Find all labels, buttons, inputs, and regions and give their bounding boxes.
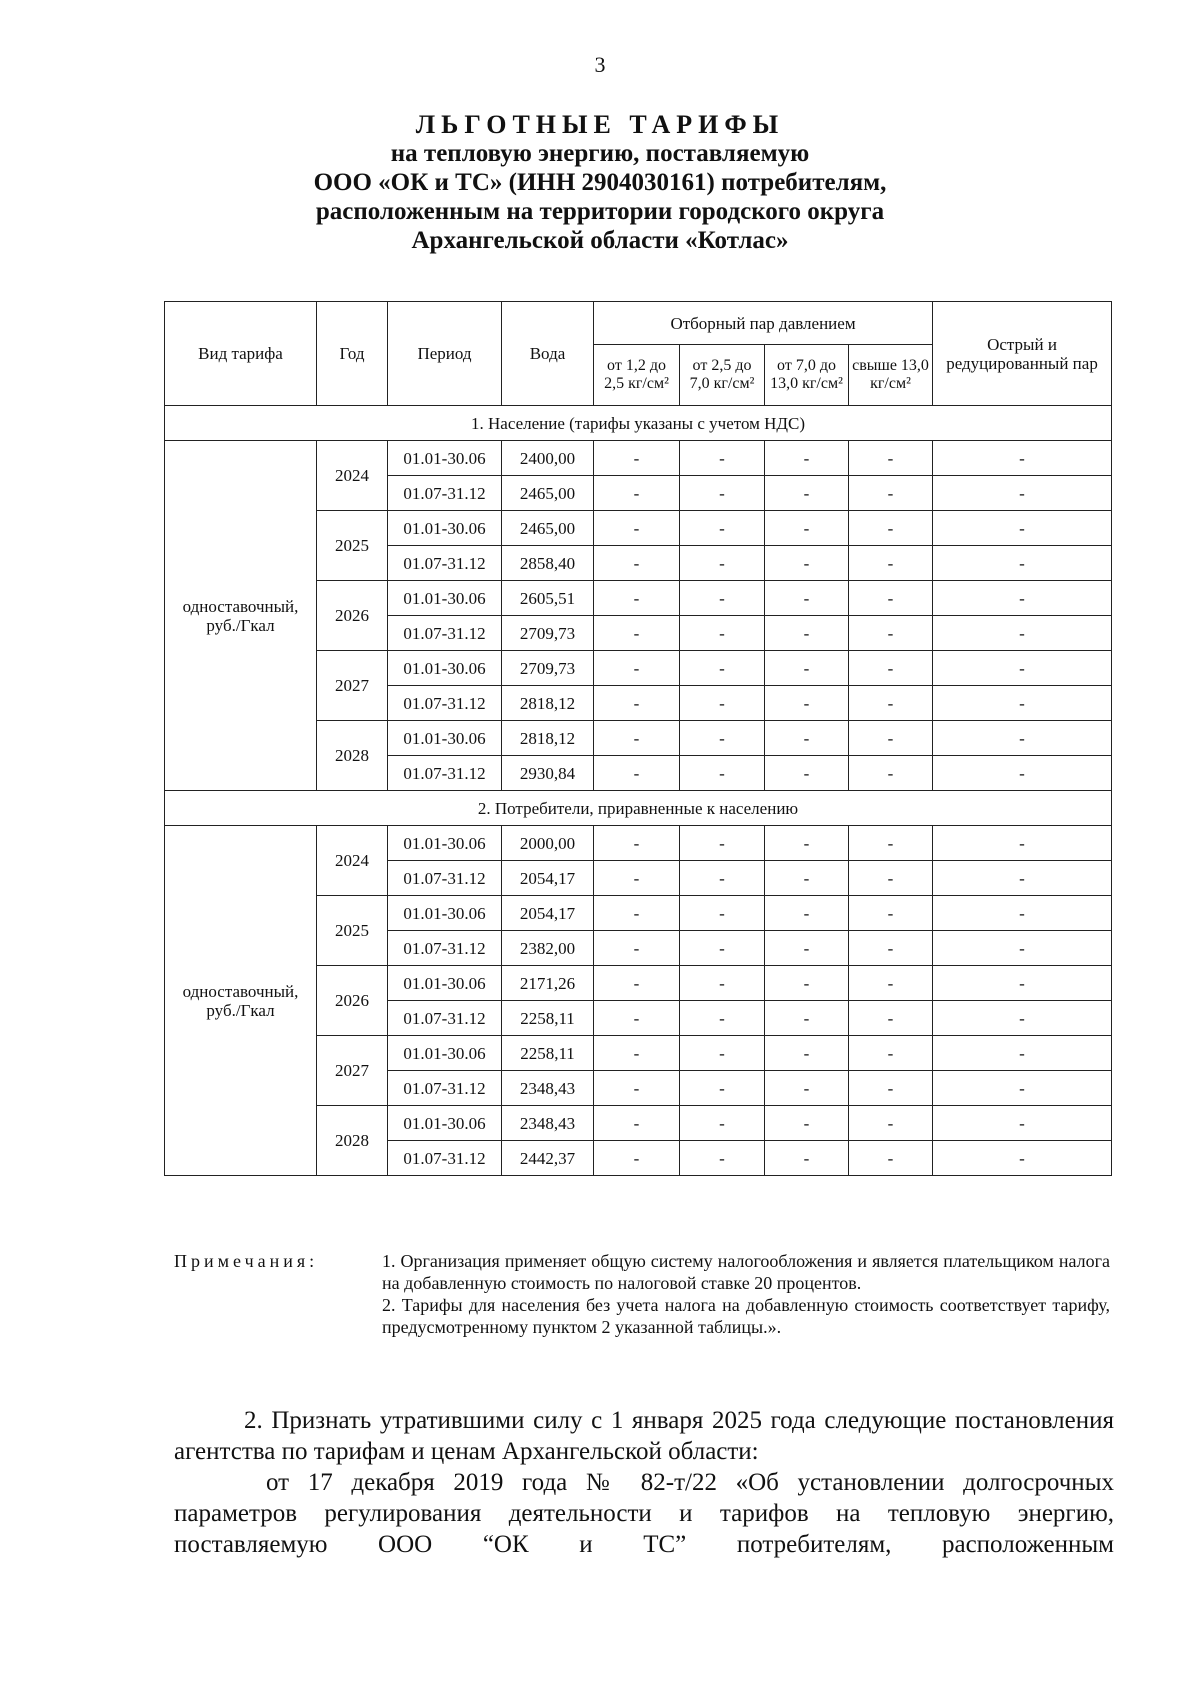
sharp-steam-price-cell: - xyxy=(933,581,1112,616)
steam-price-cell: - xyxy=(765,441,849,476)
period-cell: 01.07-31.12 xyxy=(388,616,502,651)
period-cell: 01.01-30.06 xyxy=(388,1036,502,1071)
period-cell: 01.07-31.12 xyxy=(388,476,502,511)
steam-price-cell: - xyxy=(594,756,680,791)
year-cell: 2024 xyxy=(317,441,388,511)
steam-price-cell: - xyxy=(594,826,680,861)
steam-price-cell: - xyxy=(849,1141,933,1176)
period-cell: 01.01-30.06 xyxy=(388,721,502,756)
steam-price-cell: - xyxy=(594,896,680,931)
water-price-cell: 2709,73 xyxy=(502,616,594,651)
sharp-steam-price-cell: - xyxy=(933,546,1112,581)
water-price-cell: 2258,11 xyxy=(502,1036,594,1071)
year-cell: 2028 xyxy=(317,721,388,791)
title-line-1: ЛЬГОТНЫЕ ТАРИФЫ xyxy=(415,110,785,139)
steam-price-cell: - xyxy=(680,756,765,791)
steam-price-cell: - xyxy=(849,966,933,1001)
water-price-cell: 2930,84 xyxy=(502,756,594,791)
sharp-steam-price-cell: - xyxy=(933,1001,1112,1036)
steam-price-cell: - xyxy=(594,1106,680,1141)
steam-price-cell: - xyxy=(594,476,680,511)
tariff-table-body xyxy=(165,406,1112,1176)
year-cell: 2026 xyxy=(317,581,388,651)
water-price-cell: 2400,00 xyxy=(502,441,594,476)
steam-price-cell: - xyxy=(680,476,765,511)
period-cell: 01.01-30.06 xyxy=(388,1106,502,1141)
steam-price-cell: - xyxy=(849,1036,933,1071)
steam-price-cell: - xyxy=(849,441,933,476)
steam-price-cell: - xyxy=(765,1106,849,1141)
steam-price-cell: - xyxy=(594,651,680,686)
paragraph-3 xyxy=(174,1467,1114,1560)
period-cell: 01.01-30.06 xyxy=(388,966,502,1001)
steam-price-cell: - xyxy=(594,616,680,651)
steam-price-cell: - xyxy=(680,581,765,616)
steam-price-cell: - xyxy=(849,511,933,546)
period-cell: 01.07-31.12 xyxy=(388,686,502,721)
steam-price-cell: - xyxy=(765,1071,849,1106)
period-cell: 01.01-30.06 xyxy=(388,581,502,616)
year-cell: 2027 xyxy=(317,1036,388,1106)
steam-price-cell: - xyxy=(765,546,849,581)
steam-price-cell: - xyxy=(594,441,680,476)
period-cell: 01.07-31.12 xyxy=(388,546,502,581)
steam-price-cell: - xyxy=(849,721,933,756)
steam-price-cell: - xyxy=(680,896,765,931)
steam-price-cell: - xyxy=(680,686,765,721)
steam-price-cell: - xyxy=(765,966,849,1001)
water-price-cell: 2258,11 xyxy=(502,1001,594,1036)
sharp-steam-price-cell: - xyxy=(933,721,1112,756)
sharp-steam-price-cell: - xyxy=(933,861,1112,896)
sharp-steam-price-cell: - xyxy=(933,476,1112,511)
steam-price-cell: - xyxy=(594,686,680,721)
period-cell: 01.07-31.12 xyxy=(388,1141,502,1176)
period-cell: 01.07-31.12 xyxy=(388,1001,502,1036)
steam-price-cell: - xyxy=(849,1106,933,1141)
notes-label: Примечания: xyxy=(174,1251,319,1271)
header-tariff-type: Вид тарифа xyxy=(165,302,317,406)
sharp-steam-price-cell: - xyxy=(933,616,1112,651)
sharp-steam-price-cell: - xyxy=(933,511,1112,546)
note-item-1: 1. Организация применяет общую систему налогообложения и является плательщиком налога на добавленную стоимость по налоговой ставке 20 процентов. xyxy=(382,1251,1110,1293)
water-price-cell: 2709,73 xyxy=(502,651,594,686)
page-number: 3 xyxy=(594,52,606,77)
steam-price-cell: - xyxy=(594,1001,680,1036)
water-price-cell: 2465,00 xyxy=(502,511,594,546)
sharp-steam-price-cell: - xyxy=(933,686,1112,721)
steam-price-cell: - xyxy=(765,1001,849,1036)
steam-price-cell: - xyxy=(680,651,765,686)
header-water: Вода xyxy=(502,302,594,406)
paragraph-3-spacer xyxy=(174,1469,266,1496)
table-row xyxy=(165,826,1112,861)
year-cell: 2025 xyxy=(317,511,388,581)
title-line-2: на тепловую энергию, поставляемую xyxy=(390,140,810,167)
sharp-steam-price-cell: - xyxy=(933,826,1112,861)
notes-body xyxy=(382,1250,1110,1338)
sharp-steam-price-cell: - xyxy=(933,966,1112,1001)
steam-price-cell: - xyxy=(849,1071,933,1106)
steam-price-cell: - xyxy=(680,546,765,581)
period-cell: 01.01-30.06 xyxy=(388,441,502,476)
steam-price-cell: - xyxy=(849,1001,933,1036)
water-price-cell: 2605,51 xyxy=(502,581,594,616)
steam-price-cell: - xyxy=(765,756,849,791)
year-cell: 2027 xyxy=(317,651,388,721)
header-year: Год xyxy=(317,302,388,406)
section-title: 1. Население (тарифы указаны с учетом НДС) xyxy=(165,406,1112,441)
tariff-type-cell: одноставочный, руб./Гкал xyxy=(165,441,317,791)
paragraph-2-number: 2. xyxy=(244,1407,263,1434)
steam-price-cell: - xyxy=(849,546,933,581)
steam-price-cell: - xyxy=(680,1001,765,1036)
water-price-cell: 2465,00 xyxy=(502,476,594,511)
paragraph-3-text: от 17 декабря 2019 года № 82-т/22 «Об установлении долгосрочных параметров регулирования деятельности и тарифов на тепловую энергию, поставляемую ООО “ОК и ТС” потребителям, расположенным xyxy=(174,1469,1114,1558)
steam-price-cell: - xyxy=(594,581,680,616)
header-steam-group: Отборный пар давлением xyxy=(594,302,933,345)
steam-price-cell: - xyxy=(765,896,849,931)
sharp-steam-price-cell: - xyxy=(933,1106,1112,1141)
steam-price-cell: - xyxy=(594,966,680,1001)
steam-price-cell: - xyxy=(765,511,849,546)
water-price-cell: 2000,00 xyxy=(502,826,594,861)
period-cell: 01.01-30.06 xyxy=(388,896,502,931)
steam-price-cell: - xyxy=(849,896,933,931)
paragraph-2-text: Признать утратившими силу с 1 января 2025 года следующие постановления агентства по тарифам и ценам Архангельской области: xyxy=(174,1407,1114,1465)
steam-price-cell: - xyxy=(594,931,680,966)
period-cell: 01.07-31.12 xyxy=(388,756,502,791)
water-price-cell: 2171,26 xyxy=(502,966,594,1001)
tariff-type-cell: одноставочный, руб./Гкал xyxy=(165,826,317,1176)
steam-price-cell: - xyxy=(765,476,849,511)
water-price-cell: 2348,43 xyxy=(502,1071,594,1106)
steam-price-cell: - xyxy=(680,966,765,1001)
year-cell: 2024 xyxy=(317,826,388,896)
title-line-5: Архангельской области «Котлас» xyxy=(411,227,789,254)
steam-price-cell: - xyxy=(765,826,849,861)
steam-price-cell: - xyxy=(680,826,765,861)
header-period: Период xyxy=(388,302,502,406)
steam-price-cell: - xyxy=(594,1071,680,1106)
steam-price-cell: - xyxy=(594,861,680,896)
steam-price-cell: - xyxy=(849,686,933,721)
water-price-cell: 2054,17 xyxy=(502,896,594,931)
steam-price-cell: - xyxy=(765,581,849,616)
tariff-table xyxy=(164,301,1112,1176)
steam-price-cell: - xyxy=(680,721,765,756)
section-title: 2. Потребители, приравненные к населению xyxy=(165,791,1112,826)
steam-price-cell: - xyxy=(680,1141,765,1176)
sharp-steam-price-cell: - xyxy=(933,756,1112,791)
title-line-4: расположенным на территории городского округа xyxy=(315,198,885,225)
water-price-cell: 2818,12 xyxy=(502,686,594,721)
water-price-cell: 2054,17 xyxy=(502,861,594,896)
note-item-2: 2. Тарифы для населения без учета налога на добавленную стоимость соответствует тарифу, предусмотренному пунктом 2 указанной таблицы.». xyxy=(382,1295,1110,1337)
sharp-steam-price-cell: - xyxy=(933,1141,1112,1176)
steam-price-cell: - xyxy=(765,686,849,721)
title-line-3: ООО «ОК и ТС» (ИНН 2904030161) потребителям, xyxy=(313,169,887,196)
steam-price-cell: - xyxy=(849,861,933,896)
steam-price-cell: - xyxy=(765,931,849,966)
water-price-cell: 2818,12 xyxy=(502,721,594,756)
year-cell: 2026 xyxy=(317,966,388,1036)
steam-price-cell: - xyxy=(765,651,849,686)
steam-price-cell: - xyxy=(594,511,680,546)
water-price-cell: 2858,40 xyxy=(502,546,594,581)
year-cell: 2028 xyxy=(317,1106,388,1176)
steam-price-cell: - xyxy=(594,546,680,581)
steam-price-cell: - xyxy=(680,441,765,476)
steam-price-cell: - xyxy=(680,1106,765,1141)
steam-price-cell: - xyxy=(680,1071,765,1106)
period-cell: 01.01-30.06 xyxy=(388,511,502,546)
steam-price-cell: - xyxy=(765,1141,849,1176)
paragraph-2 xyxy=(174,1405,1114,1467)
header-steam-3: от 7,0 до 13,0 кг/см² xyxy=(765,345,849,406)
sharp-steam-price-cell: - xyxy=(933,896,1112,931)
steam-price-cell: - xyxy=(680,511,765,546)
steam-price-cell: - xyxy=(680,931,765,966)
steam-price-cell: - xyxy=(765,1036,849,1071)
steam-price-cell: - xyxy=(849,581,933,616)
water-price-cell: 2348,43 xyxy=(502,1106,594,1141)
water-price-cell: 2442,37 xyxy=(502,1141,594,1176)
header-steam-1: от 1,2 до 2,5 кг/см² xyxy=(594,345,680,406)
steam-price-cell: - xyxy=(594,1036,680,1071)
table-row xyxy=(165,441,1112,476)
steam-price-cell: - xyxy=(594,1141,680,1176)
period-cell: 01.07-31.12 xyxy=(388,931,502,966)
steam-price-cell: - xyxy=(849,826,933,861)
sharp-steam-price-cell: - xyxy=(933,931,1112,966)
period-cell: 01.07-31.12 xyxy=(388,861,502,896)
steam-price-cell: - xyxy=(680,1036,765,1071)
steam-price-cell: - xyxy=(849,476,933,511)
sharp-steam-price-cell: - xyxy=(933,651,1112,686)
steam-price-cell: - xyxy=(849,756,933,791)
steam-price-cell: - xyxy=(594,721,680,756)
period-cell: 01.01-30.06 xyxy=(388,651,502,686)
steam-price-cell: - xyxy=(680,861,765,896)
sharp-steam-price-cell: - xyxy=(933,441,1112,476)
sharp-steam-price-cell: - xyxy=(933,1071,1112,1106)
steam-price-cell: - xyxy=(849,931,933,966)
header-sharp-steam: Острый и редуцированный пар xyxy=(933,302,1112,406)
steam-price-cell: - xyxy=(765,616,849,651)
steam-price-cell: - xyxy=(849,616,933,651)
year-cell: 2025 xyxy=(317,896,388,966)
header-steam-4: свыше 13,0 кг/см² xyxy=(849,345,933,406)
steam-price-cell: - xyxy=(765,861,849,896)
steam-price-cell: - xyxy=(849,651,933,686)
header-steam-2: от 2,5 до 7,0 кг/см² xyxy=(680,345,765,406)
period-cell: 01.07-31.12 xyxy=(388,1071,502,1106)
document-title xyxy=(0,110,1200,255)
period-cell: 01.01-30.06 xyxy=(388,826,502,861)
steam-price-cell: - xyxy=(765,721,849,756)
steam-price-cell: - xyxy=(680,616,765,651)
water-price-cell: 2382,00 xyxy=(502,931,594,966)
sharp-steam-price-cell: - xyxy=(933,1036,1112,1071)
